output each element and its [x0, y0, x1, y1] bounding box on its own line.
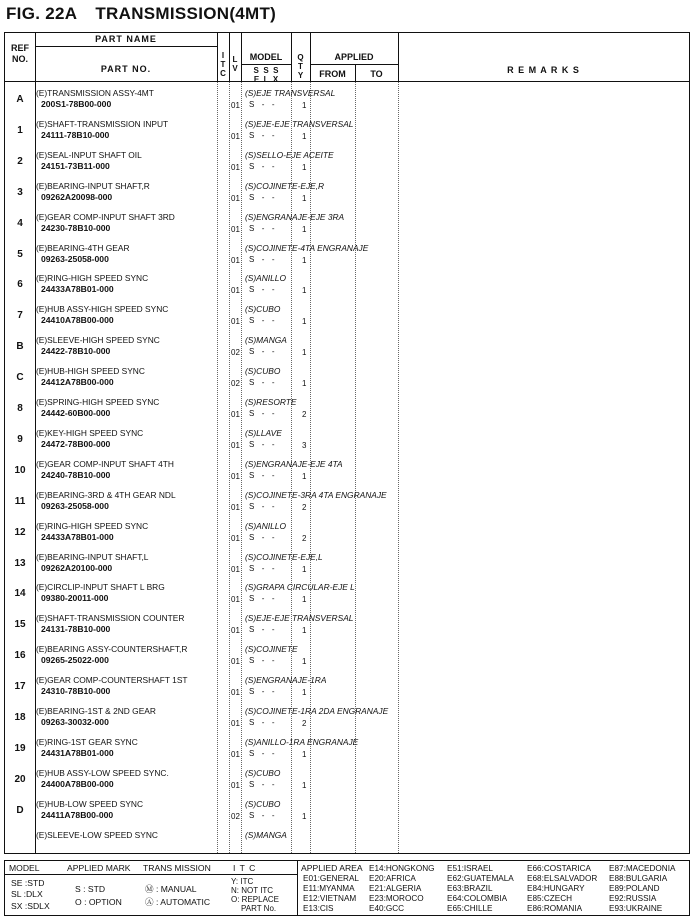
level: 02	[231, 379, 240, 389]
model-marks: S - -	[249, 687, 276, 697]
table-row	[5, 796, 691, 827]
part-number: 24131-78B10-000	[41, 624, 111, 635]
header-remarks: R E M A R K S	[507, 65, 580, 75]
level: 02	[231, 348, 240, 358]
table-row	[5, 641, 691, 672]
part-number: 09263-30032-000	[41, 717, 109, 727]
area-code: E20:AFRICA	[369, 874, 416, 883]
quantity: 2	[302, 719, 307, 728]
model-marks: S - -	[249, 563, 276, 573]
table-row	[5, 301, 691, 332]
part-name: (E)BEARING-1ST & 2ND GEAR	[36, 706, 156, 716]
model-marks: S - -	[249, 192, 276, 202]
part-name: (E)SHAFT-TRANSMISSION COUNTER	[36, 613, 185, 624]
ref-no: 12	[14, 526, 26, 538]
model-marks: S - -	[249, 409, 276, 418]
quantity: 1	[302, 471, 307, 481]
area-code: E92:RUSSIA	[609, 894, 657, 903]
ref-no: 2	[17, 155, 23, 167]
part-number: 09380-20011-000	[41, 593, 109, 604]
part-number: 24230-78B10-000	[41, 222, 111, 233]
level: 01	[231, 719, 240, 728]
table-row	[5, 518, 691, 549]
part-name: (E)BEARING-INPUT SHAFT,L	[36, 551, 149, 562]
quantity: 1	[302, 101, 307, 110]
legend-itc-n: N: NOT ITC	[231, 886, 274, 895]
part-number: 09263-25058-000	[41, 253, 109, 264]
ref-no: C	[16, 372, 24, 384]
ref-no: 15	[14, 619, 26, 631]
model-rule	[241, 64, 291, 65]
part-number: 24400A78B00-000	[41, 778, 114, 789]
legend-divider	[297, 861, 298, 915]
area-code: E66:COSTARICA	[527, 864, 591, 873]
spanish-name: (S)ENGRANAJE-EJE 4TA	[245, 458, 343, 469]
part-number: 24310-78B10-000	[41, 686, 111, 697]
model-marks: S - -	[249, 161, 276, 171]
legend-head-rule	[5, 874, 297, 875]
part-number: 24433A78B01-000	[41, 531, 114, 542]
part-name: (E)HUB-LOW SPEED SYNC	[36, 798, 144, 809]
legend-model-sx: SX :SDLX	[11, 901, 50, 911]
quantity: 1	[302, 595, 307, 605]
legend-model-sl: SL :DLX	[11, 889, 43, 899]
quantity: 1	[302, 657, 307, 667]
part-name: (E)RING-HIGH SPEED SYNC	[36, 273, 149, 284]
legend-itc-y: Y: ITC	[231, 877, 254, 886]
quantity: 1	[302, 224, 307, 234]
model-marks: S - -	[249, 779, 276, 789]
level: 01	[231, 317, 240, 327]
ref-no: 17	[14, 681, 26, 693]
level: 01	[231, 101, 240, 110]
header-part-no: PART NO.	[100, 64, 152, 74]
header-model-cols: S S S E L X	[253, 66, 279, 84]
area-code: E13:CIS	[303, 904, 334, 913]
quantity: 1	[302, 162, 307, 172]
header-to: TO	[370, 69, 383, 79]
level: 01	[231, 502, 240, 512]
table-row	[5, 178, 691, 209]
level: 01	[231, 255, 240, 265]
spanish-name: (S)ANILLO	[245, 520, 286, 531]
spanish-name: (S)GRAPA CIRCULAR-EJE L	[245, 582, 355, 593]
ref-no: D	[16, 804, 24, 816]
table-row	[5, 209, 691, 240]
table-row	[5, 147, 691, 178]
area-code: E68:ELSALVADOR	[527, 874, 598, 883]
legend-itc-replace: O: REPLACE	[231, 895, 280, 904]
table-row	[5, 765, 691, 796]
legend-area-head: APPLIED AREA	[301, 863, 363, 873]
ref-no: 18	[14, 712, 26, 723]
model-marks: S - -	[249, 223, 276, 233]
model-marks: S - -	[249, 748, 276, 758]
level: 01	[231, 564, 240, 574]
part-name: (E)HUB ASSY-LOW SPEED SYNC.	[36, 767, 169, 778]
spanish-name: (S)COJINETE-EJE,R	[245, 180, 325, 191]
legend-model-head: MODEL	[9, 863, 40, 873]
area-code: E23:MOROCO	[369, 894, 424, 903]
header-part-name: PART NAME	[95, 34, 157, 44]
quantity: 1	[302, 193, 307, 203]
table-row	[5, 610, 691, 641]
part-name: (E)GEAR COMP-INPUT SHAFT 4TH	[36, 458, 174, 469]
area-code: E21:ALGERIA	[369, 884, 422, 893]
part-name: (E)HUB-HIGH SPEED SYNC	[36, 366, 145, 377]
model-marks: S - -	[249, 594, 276, 604]
legend-itc-partno: PART No.	[241, 904, 277, 913]
quantity: 1	[302, 811, 307, 821]
part-number: 09262A20100-000	[41, 562, 113, 573]
level: 01	[231, 780, 240, 790]
header-bottom-rule	[5, 81, 689, 82]
quantity: 3	[302, 440, 307, 450]
part-number: 24472-78B00-000	[41, 438, 111, 449]
quantity: 1	[302, 286, 307, 296]
quantity: 2	[302, 502, 307, 512]
table-row	[5, 672, 691, 703]
spanish-name: (S)MANGA	[245, 829, 287, 840]
table-row	[5, 703, 691, 734]
part-name: (E)BEARING-INPUT SHAFT,R	[36, 180, 150, 191]
level: 01	[231, 688, 240, 698]
ref-no: 19	[14, 742, 26, 754]
spanish-name: (S)EJE TRANSVERSAL	[245, 88, 336, 98]
applied-rule	[310, 64, 398, 65]
area-code: E14:HONGKONG	[369, 864, 435, 873]
level: 01	[231, 626, 240, 636]
part-name: (E)BEARING ASSY-COUNTERSHAFT,R	[36, 644, 188, 655]
legend-itc-head: I T C	[233, 863, 257, 873]
header-qty: Q T Y	[297, 53, 304, 80]
model-marks: S - -	[249, 347, 276, 357]
spanish-name: (S)LLAVE	[245, 427, 282, 438]
legend-mark-option: O : OPTION	[75, 897, 122, 907]
table-row	[5, 549, 691, 580]
area-code: E88:BULGARIA	[609, 874, 668, 883]
area-code: E12:VIETNAM	[303, 894, 357, 903]
table-row	[5, 827, 691, 858]
model-marks: S - -	[249, 656, 276, 666]
table-row	[5, 85, 691, 116]
table-row	[5, 270, 691, 301]
quantity: 1	[302, 564, 307, 574]
partname-rule	[35, 46, 217, 47]
spanish-name: (S)RESORTE	[245, 397, 297, 407]
area-code: E40:GCC	[369, 904, 405, 913]
page-title	[6, 4, 276, 24]
spanish-name: (S)ENGRANAJE-1RA	[245, 675, 327, 686]
part-number: 24411A78B00-000	[41, 809, 114, 820]
part-name: (E)RING-1ST GEAR SYNC	[36, 736, 138, 747]
header-from: FROM	[319, 69, 346, 79]
area-code: E65:CHILLE	[447, 904, 493, 913]
spanish-name: (S)COJINETE	[245, 644, 298, 655]
part-name: (E)SHAFT-TRANSMISSION INPUT	[36, 118, 169, 129]
legend-applied-mark-head: APPLIED MARK	[67, 863, 131, 873]
quantity: 1	[302, 780, 307, 790]
table-row	[5, 240, 691, 271]
level: 01	[231, 162, 240, 172]
quantity: 1	[302, 255, 307, 265]
model-marks: S - -	[249, 378, 276, 388]
part-number: 24442-60B00-000	[41, 408, 111, 418]
table-row	[5, 579, 691, 610]
header-itc: I T C	[220, 51, 226, 78]
ref-no: 11	[14, 495, 26, 507]
level: 02	[231, 811, 240, 821]
part-name: (E)GEAR COMP-INPUT SHAFT 3RD	[36, 211, 175, 222]
spanish-name: (S)CUBO	[245, 304, 281, 315]
part-name: (E)BEARING-3RD & 4TH GEAR NDL	[36, 489, 176, 500]
part-number: 24433A78B01-000	[41, 284, 114, 295]
spanish-name: (S)EJE-EJE TRANSVERSAL	[245, 118, 354, 129]
part-name: (E)SLEEVE-HIGH SPEED SYNC	[36, 335, 160, 346]
quantity: 1	[302, 749, 307, 759]
part-number: 24151-73B11-000	[41, 160, 110, 171]
quantity: 1	[302, 348, 307, 358]
model-marks: S - -	[249, 718, 276, 727]
part-number: 24412A78B00-000	[41, 377, 114, 388]
level: 01	[231, 657, 240, 667]
spanish-name: (S)COJINETE-3RA 4TA ENGRANAJE	[245, 489, 387, 500]
level: 01	[231, 749, 240, 759]
level: 01	[231, 224, 240, 234]
part-number: 24422-78B10-000	[41, 346, 111, 357]
area-code: E11:MYANMA	[303, 884, 355, 893]
header-lv: L V	[232, 55, 238, 73]
ref-no: 14	[14, 588, 26, 600]
model-marks: S - -	[249, 470, 276, 480]
table-row	[5, 734, 691, 765]
legend-box	[4, 860, 690, 916]
table-row	[5, 363, 691, 394]
spanish-name: (S)ANILLO	[245, 273, 286, 284]
model-marks: S - -	[249, 625, 276, 635]
legend-trans-head: TRANS MISSION	[143, 863, 211, 873]
ref-no: 6	[17, 279, 23, 291]
part-name: (E)SLEEVE-LOW SPEED SYNC	[36, 829, 158, 840]
part-name: (E)RING-HIGH SPEED SYNC	[36, 520, 149, 531]
table-row	[5, 116, 691, 147]
model-marks: S - -	[249, 316, 276, 326]
spanish-name: (S)EJE-EJE TRANSVERSAL	[245, 613, 354, 624]
ref-no: 1	[17, 124, 23, 136]
part-number: 09265-25022-000	[41, 655, 109, 666]
part-number: 09263-25058-000	[41, 500, 109, 511]
part-number: 200S1-78B00-000	[41, 99, 112, 109]
part-number: 24240-78B10-000	[41, 469, 111, 480]
spanish-name: (S)CUBO	[245, 767, 281, 778]
model-marks: S - -	[249, 439, 276, 449]
spanish-name: (S)MANGA	[245, 335, 287, 346]
part-name: (E)SPRING-HIGH SPEED SYNC	[36, 397, 160, 407]
area-code: E01:GENERAL	[303, 874, 359, 883]
model-marks: S - -	[249, 254, 276, 264]
model-marks: S - -	[249, 532, 276, 542]
spanish-name: (S)ENGRANAJE-EJE 3RA	[245, 211, 345, 222]
ref-no: 9	[17, 433, 23, 445]
part-name: (E)CIRCLIP-INPUT SHAFT L BRG	[36, 582, 165, 593]
spanish-name: (S)CUBO	[245, 798, 281, 809]
area-code: E85:CZECH	[527, 894, 573, 903]
quantity: 1	[302, 317, 307, 327]
table-row	[5, 487, 691, 518]
table-row	[5, 394, 691, 425]
model-marks: S - -	[249, 810, 276, 820]
level: 01	[231, 440, 240, 450]
quantity: 1	[302, 379, 307, 389]
spanish-name: (S)CUBO	[245, 366, 281, 377]
level: 01	[231, 131, 240, 141]
ref-no: B	[16, 341, 24, 353]
part-name: (E)GEAR COMP-COUNTERSHAFT 1ST	[36, 675, 188, 686]
ref-no: 13	[14, 557, 26, 569]
level: 01	[231, 533, 240, 543]
table-row	[5, 456, 691, 487]
table-row	[5, 332, 691, 363]
level: 01	[231, 286, 240, 296]
part-number: 09262A20098-000	[41, 191, 113, 202]
model-marks: S - -	[249, 285, 276, 295]
figure-title: TRANSMISSION(4MT)	[95, 4, 277, 23]
level: 01	[231, 471, 240, 481]
quantity: 1	[302, 688, 307, 698]
part-name: (E)HUB ASSY-HIGH SPEED SYNC	[36, 304, 169, 315]
ref-no: 7	[17, 310, 23, 322]
model-marks: S - -	[249, 100, 276, 109]
part-number: 24111-78B10-000	[41, 129, 110, 140]
part-number: 24431A78B01-000	[41, 747, 114, 758]
model-marks: S - -	[249, 501, 276, 511]
legend-trans-auto: Ⓐ : AUTOMATIC	[145, 897, 211, 907]
quantity: 2	[302, 533, 307, 543]
ref-no: 16	[14, 650, 26, 662]
level: 01	[231, 595, 240, 605]
area-code: E86:ROMANIA	[527, 904, 583, 913]
ref-no: 4	[17, 217, 23, 229]
figure-number: FIG. 22A	[6, 4, 78, 23]
area-code: E87:MACEDONIA	[609, 864, 676, 873]
ref-no: 3	[17, 186, 23, 198]
ref-no: A	[16, 94, 24, 105]
part-name: (E)TRANSMISSION ASSY-4MT	[36, 88, 154, 98]
part-number: 24410A78B00-000	[41, 315, 114, 326]
header-model: MODEL	[249, 52, 283, 62]
area-code: E84:HUNGARY	[527, 884, 585, 893]
legend-trans-manual: Ⓜ : MANUAL	[145, 884, 197, 894]
legend-mark-std: S : STD	[75, 884, 106, 894]
area-code: E93:UKRAINE	[609, 904, 663, 913]
quantity: 1	[302, 131, 307, 141]
legend-model-se: SE :STD	[11, 878, 45, 888]
spanish-name: (S)COJINETE-1RA 2DA ENGRANAJE	[245, 706, 389, 716]
part-name: (E)KEY-HIGH SPEED SYNC	[36, 427, 144, 438]
ref-no: 5	[17, 248, 23, 260]
ref-no: 8	[17, 403, 23, 414]
spanish-name: (S)ANILLO-1RA ENGRANAJE	[245, 736, 359, 747]
area-code: E51:ISRAEL	[447, 864, 493, 873]
header-applied: APPLIED	[334, 52, 374, 62]
area-code: E62:GUATEMALA	[447, 874, 514, 883]
part-name: (E)BEARING-4TH GEAR	[36, 242, 130, 253]
ref-no: 20	[14, 773, 26, 785]
level: 01	[231, 410, 240, 419]
table-row	[5, 425, 691, 456]
quantity: 2	[302, 410, 307, 419]
quantity: 1	[302, 626, 307, 636]
part-name: (E)SEAL-INPUT SHAFT OIL	[36, 149, 142, 160]
area-code: E64:COLOMBIA	[447, 894, 508, 903]
spanish-name: (S)COJINETE-EJE,L	[245, 551, 323, 562]
area-code: E63:BRAZIL	[447, 884, 493, 893]
level: 01	[231, 193, 240, 203]
spanish-name: (S)SELLO-EJE ACEITE	[245, 149, 334, 160]
header-ref-no: REF NO.	[11, 43, 29, 64]
parts-table	[4, 32, 690, 854]
ref-no: 10	[14, 464, 26, 476]
model-marks: S - -	[249, 130, 276, 140]
area-code: E89:POLAND	[609, 884, 660, 893]
spanish-name: (S)COJINETE-4TA ENGRANAJE	[245, 242, 369, 253]
